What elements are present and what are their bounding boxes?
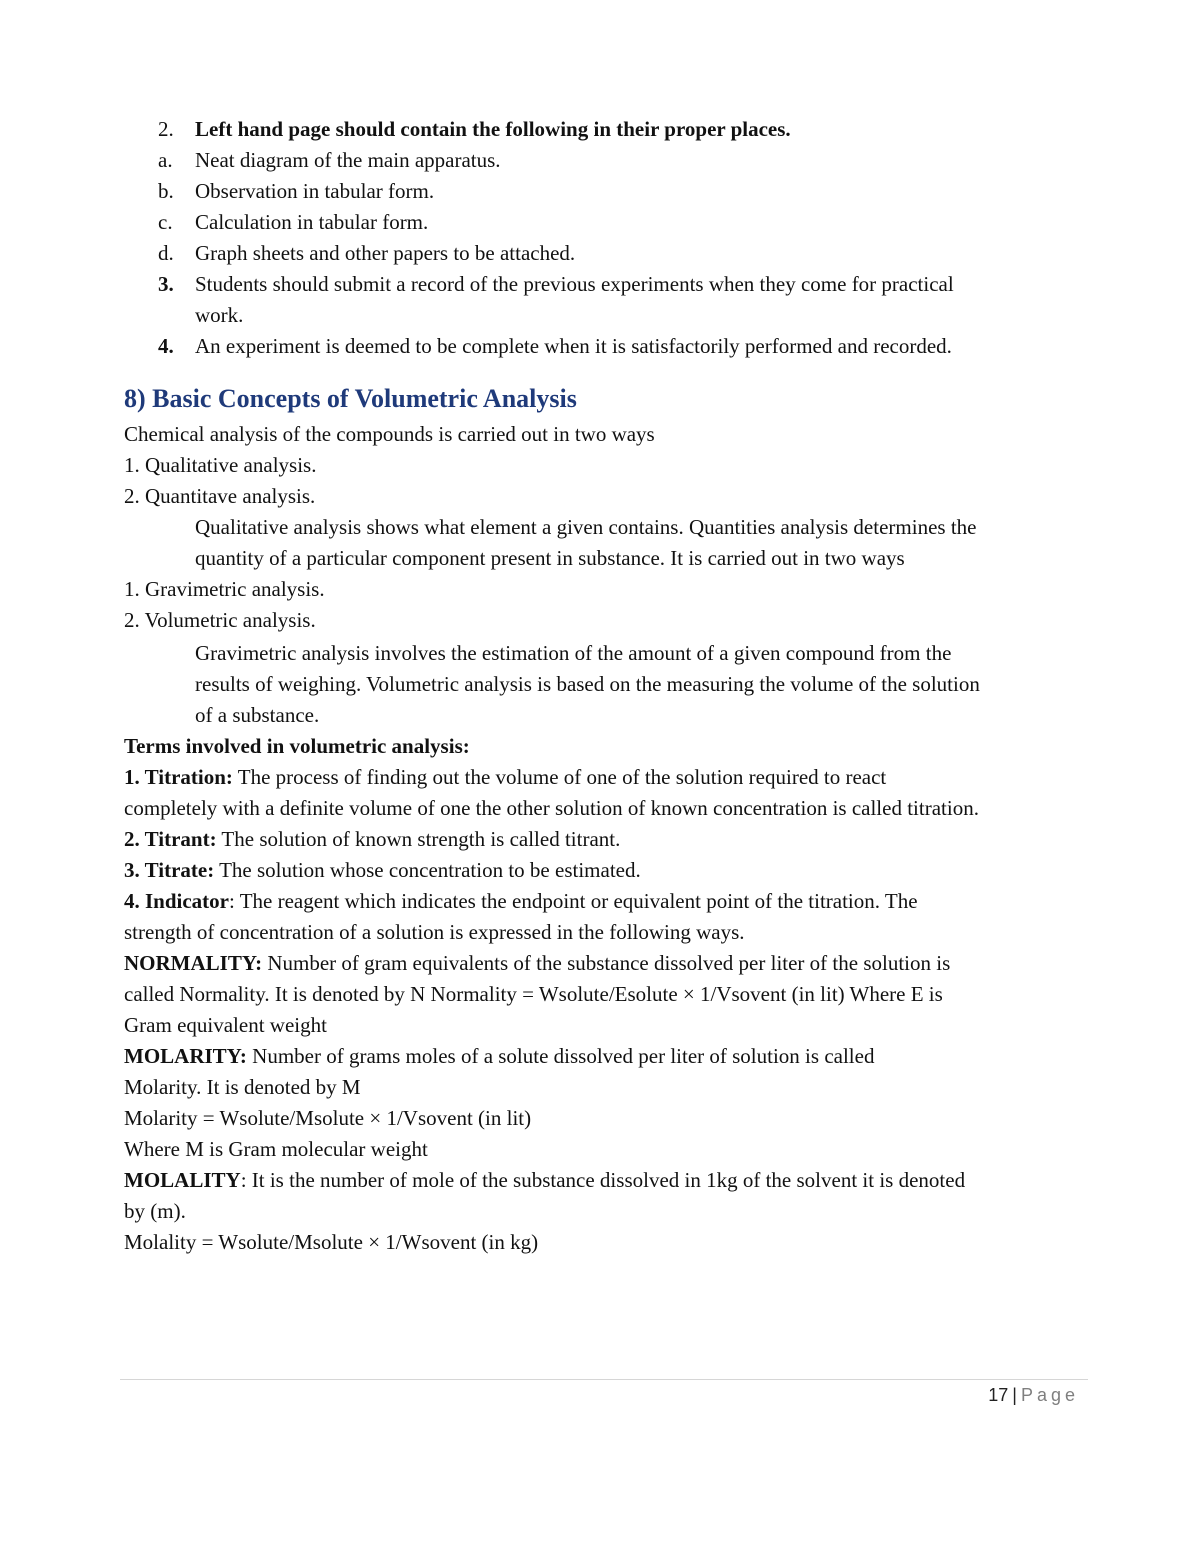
list-marker: 4. <box>158 334 174 358</box>
list-marker: a. <box>158 148 173 172</box>
paragraph-line: quantity of a particular component present in substance. It is carried out in two ways <box>195 546 905 570</box>
term-continuation: Where M is Gram molecular weight <box>124 1137 428 1161</box>
term-definition: Number of grams moles of a solute dissolved per liter of solution is called <box>246 1044 875 1068</box>
term-label: 1. Titration: <box>124 765 233 789</box>
term-continuation: completely with a definite volume of one the other solution of known concentration is called titration. <box>124 796 979 820</box>
list-text: Graph sheets and other papers to be attached. <box>195 241 576 265</box>
section-intro: Chemical analysis of the compounds is carried out in two ways <box>124 422 655 446</box>
analysis-type: 1. Gravimetric analysis. <box>124 577 325 601</box>
term-normality <box>124 948 950 979</box>
term-label: MOLALITY <box>124 1168 241 1192</box>
term-molarity <box>124 1041 874 1072</box>
paragraph-line: Qualitative analysis shows what element a given contains. Quantities analysis determines the <box>195 515 977 539</box>
term-label: NORMALITY: <box>124 951 263 975</box>
list-text: Left hand page should contain the following in their proper places. <box>195 117 791 141</box>
term-definition: : The reagent which indicates the endpoint or equivalent point of the titration. The <box>229 889 918 913</box>
list-marker: 3. <box>158 272 174 296</box>
term-titrate <box>124 855 641 886</box>
footer-separator: | <box>1012 1385 1017 1405</box>
page-number: 17 <box>988 1385 1009 1405</box>
term-label: 2. Titrant: <box>124 827 217 851</box>
analysis-type: 1. Qualitative analysis. <box>124 453 317 477</box>
list-marker: d. <box>158 241 174 265</box>
term-label: MOLARITY: <box>124 1044 247 1068</box>
list-text: Calculation in tabular form. <box>195 210 429 234</box>
term-label: 4. Indicator <box>124 889 229 913</box>
paragraph-line: results of weighing. Volumetric analysis is based on the measuring the volume of the solution <box>195 672 980 696</box>
analysis-type: 2. Quantitave analysis. <box>124 484 316 508</box>
list-text: Neat diagram of the main apparatus. <box>195 148 501 172</box>
term-molality <box>124 1165 965 1196</box>
formula: Molality = Wsolute/Msolute × 1/Wsovent (in kg) <box>124 1230 539 1254</box>
term-definition: The solution of known strength is called titrant. <box>216 827 621 851</box>
analysis-type: 2. Volumetric analysis. <box>124 608 316 632</box>
term-definition: The solution whose concentration to be estimated. <box>214 858 641 882</box>
term-continuation: called Normality. It is denoted by N Normality = Wsolute/Esolute × 1/Vsovent (in lit) Where E is <box>124 982 943 1006</box>
list-text: work. <box>195 303 244 327</box>
section-heading: 8) Basic Concepts of Volumetric Analysis <box>124 384 577 413</box>
paragraph-line: of a substance. <box>195 703 320 727</box>
terms-heading: Terms involved in volumetric analysis: <box>124 734 470 758</box>
list-text: An experiment is deemed to be complete when it is satisfactorily performed and recorded. <box>195 334 952 358</box>
page-footer <box>988 1385 1079 1406</box>
list-text: Students should submit a record of the previous experiments when they come for practical <box>195 272 954 296</box>
formula: Molarity = Wsolute/Msolute × 1/Vsovent (in lit) <box>124 1106 532 1130</box>
footer-divider <box>120 1379 1088 1380</box>
term-label: 3. Titrate: <box>124 858 215 882</box>
term-titrant <box>124 824 620 855</box>
term-titration <box>124 762 886 793</box>
list-marker: b. <box>158 179 174 203</box>
term-continuation: Molarity. It is denoted by M <box>124 1075 361 1099</box>
term-definition: The process of finding out the volume of one of the solution required to react <box>232 765 887 789</box>
term-indicator <box>124 886 918 917</box>
paragraph-line: Gravimetric analysis involves the estimation of the amount of a given compound from the <box>195 641 952 665</box>
term-definition: : It is the number of mole of the substance dissolved in 1kg of the solvent it is denoted <box>240 1168 966 1192</box>
list-marker: 2. <box>158 117 174 141</box>
term-continuation: by (m). <box>124 1199 186 1223</box>
page-label: Page <box>1020 1385 1079 1405</box>
list-text: Observation in tabular form. <box>195 179 435 203</box>
term-definition: Number of gram equivalents of the substance dissolved per liter of the solution is <box>262 951 951 975</box>
term-continuation: strength of concentration of a solution is expressed in the following ways. <box>124 920 745 944</box>
list-marker: c. <box>158 210 173 234</box>
term-continuation: Gram equivalent weight <box>124 1013 327 1037</box>
